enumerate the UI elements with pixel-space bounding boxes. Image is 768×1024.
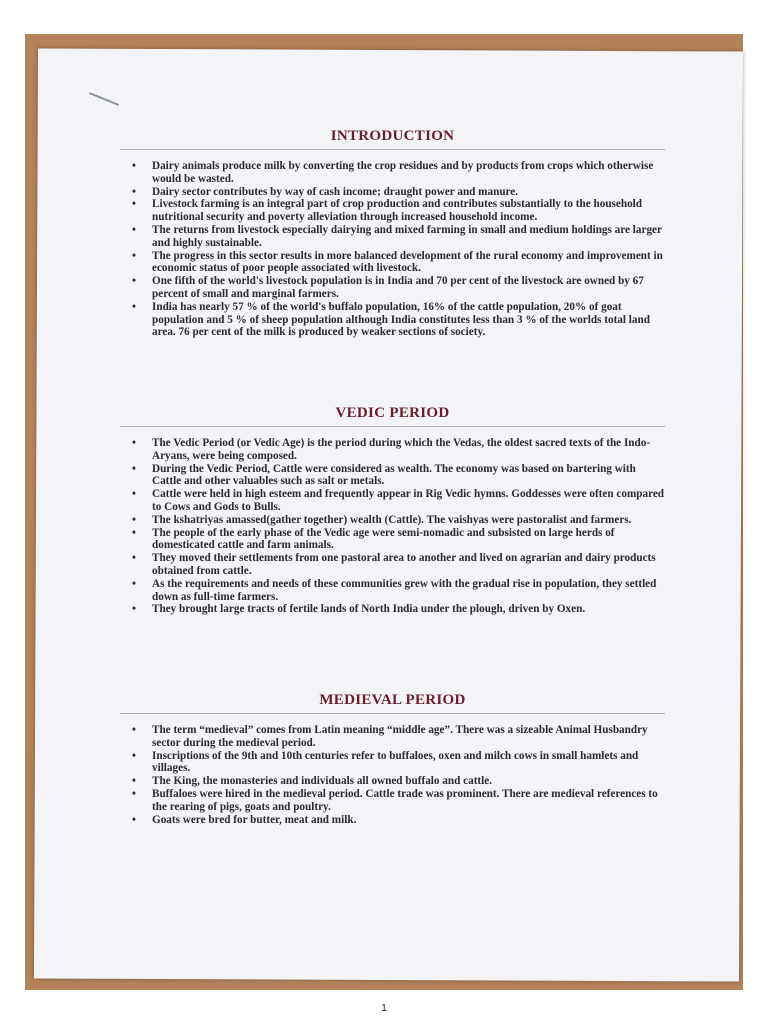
list-item: • They brought large tracts of fertile lands of North India under the plough, driven by Oxen. <box>152 603 665 616</box>
medieval-period-section <box>120 692 665 826</box>
list-item: • The term “medieval” comes from Latin meaning “middle age”. There was a sizeable Animal Husbandry sector during the medieval period. <box>152 724 665 750</box>
list-item: • India has nearly 57 % of the world's buffalo population, 16% of the cattle population, 20% of goat population and 5 % of sheep population although India constitutes less than 3 % of the worlds total land area. 76 per cent of the milk is produced by weaker sections of society. <box>152 301 665 339</box>
list-item: • During the Vedic Period, Cattle were considered as wealth. The economy was based on bartering with Cattle and other valuables such as salt or metals. <box>152 463 665 489</box>
introduction-section <box>120 128 665 339</box>
list-item: • Dairy sector contributes by way of cash income; draught power and manure. <box>152 186 665 199</box>
list-item: • The returns from livestock especially dairying and mixed farming in small and medium holdings are larger and highly sustainable. <box>152 224 665 250</box>
section-title: MEDIEVAL PERIOD <box>120 692 665 714</box>
list-item: • One fifth of the world's livestock population is in India and 70 per cent of the livestock are owned by 67 percent of small and marginal farmers. <box>152 275 665 301</box>
bullet-list <box>120 437 665 616</box>
list-item: • Dairy animals produce milk by converting the crop residues and by products from crops which otherwise would be wasted. <box>152 160 665 186</box>
list-item: • The Vedic Period (or Vedic Age) is the period during which the Vedas, the oldest sacred texts of the Indo-Aryans, were being composed. <box>152 437 665 463</box>
list-item: • They moved their settlements from one pastoral area to another and lived on agrarian and dairy products obtained from cattle. <box>152 552 665 578</box>
list-item: • Inscriptions of the 9th and 10th centuries refer to buffaloes, oxen and milch cows in small hamlets and villages. <box>152 750 665 776</box>
bullet-list <box>120 160 665 339</box>
list-item: • Cattle were held in high esteem and frequently appear in Rig Vedic hymns. Goddesses were often compared to Cows and Gods to Bulls. <box>152 488 665 514</box>
list-item: • Goats were bred for butter, meat and milk. <box>152 814 665 827</box>
list-item: • As the requirements and needs of these communities grew with the gradual rise in population, they settled down as full-time farmers. <box>152 578 665 604</box>
list-item: • Livestock farming is an integral part of crop production and contributes substantially to the household nutritional security and poverty alleviation through increased household income. <box>152 198 665 224</box>
list-item: • The kshatriyas amassed(gather together) wealth (Cattle). The vaishyas were pastoralist and farmers. <box>152 514 665 527</box>
section-title: INTRODUCTION <box>120 128 665 150</box>
list-item: • The King, the monasteries and individuals all owned buffalo and cattle. <box>152 775 665 788</box>
list-item: • Buffaloes were hired in the medieval period. Cattle trade was prominent. There are medieval references to the rearing of pigs, goats and poultry. <box>152 788 665 814</box>
page-number: 1 <box>381 1003 387 1014</box>
list-item: • The progress in this sector results in more balanced development of the rural economy and improvement in economic status of poor people associated with livestock. <box>152 250 665 276</box>
bullet-list <box>120 724 665 826</box>
list-item: • The people of the early phase of the Vedic age were semi-nomadic and subsisted on large herds of domesticated cattle and farm animals. <box>152 527 665 553</box>
section-title: VEDIC PERIOD <box>120 405 665 427</box>
vedic-period-section <box>120 405 665 616</box>
